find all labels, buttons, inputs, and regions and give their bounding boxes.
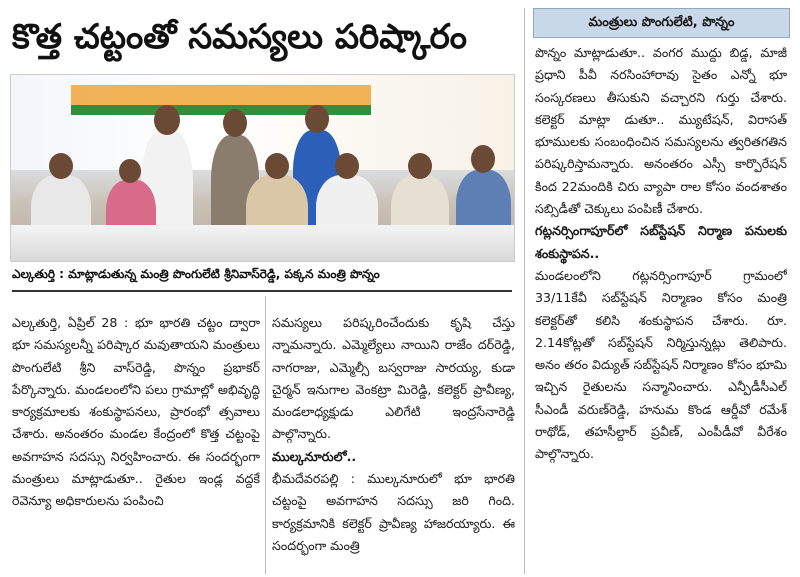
headline: కొత్త చట్టంతో సమస్యలు పరిష్కారం [12,17,468,57]
person-seated-5-head [408,153,432,179]
column-2-text-b: భీమదేవరపల్లి : ముల్కనూరులో భూ భారతి చట్టంపై అవగాహన సదస్సు జరి గింది. కార్యక్రమానికి కలెక్టర్ ప్రావీణ్య హాజరయ్యారు. ఈ సందర్భంగా మంత్రి [272,471,515,553]
person-standing-head [223,109,247,137]
column-divider [265,296,266,574]
subhead-mulkanur: ముల్కనూరులో.. [272,448,357,464]
news-photo [10,74,515,262]
person-blue-shirt-head [305,105,329,133]
article-column-2 [272,312,515,574]
column-1-text: ఎల్కతుర్తి, ఏప్రిల్ 28 : భూ భారతి చట్టం ద్వారా భూ సమస్యలన్నీ పరిష్కార మవుతాయని మంత్రులు పొంగులేటి శ్రీని వాస్‌రెడ్డి, పొన్నం ప్రభాకర్ పేర్కొన్నారు. మండలంలోని పలు గ్రామాల్లో అభివృద్ధి కార్యక్రమాలకు శంకుస్థాపనలు, ప్రారంభో త్సవాలు చేశారు. అనంతరం మండల కేంద్రంలో కొత్త చట్టంపై అవగాహన సదస్సు నిర్వహించారు. ఈ సందర్భంగా మంత్రులు మాట్లాడుతూ.. రైతుల ఇండ్ల వద్దకే రెవెన్యూ అధికారులను పంపించి [12,315,260,509]
sidebar-divider [524,8,525,574]
column-3-text-a: పొన్నం మాట్లాడుతూ.. వంగర ముద్దు బిడ్డ, మాజీ ప్రధాని పీవీ నరసింహారావు సైతం ఎన్నో భూ సంస్కరణలు తీసుకుని వచ్చారని గుర్తు చేశారు. కలెక్టర్ మాట్లా డుతూ.. మ్యుటేషన్, విరాసత్ భూములకు సంబంధించిన సమస్యలను త్వరితగతిన పరిష్కరిస్తామన్నారు. అనంతరం ఎస్సీ కార్పొరేషన్ కింద 22మందికి చిరు వ్యాపా రాల కోసం వందశాతం సబ్సిడీతో చెక్కులు పంపిణీ చేశారు. [535,45,787,217]
photo-banner [11,75,514,170]
column-2-text-a: సమస్యలు పరిష్కరించేందుకు కృషి చేస్తు న్నామన్నారు. ఎమ్మెల్యేలు నాయిని రాజేం దర్‌రెడ్డి, నాగరాజు, ఎమ్మెల్సీ బస్వరాజు సారయ్య, కుడా చైర్మన్ ఇనుగాల వెంకట్రా మిరెడ్డి, కలెక్టర్ ప్రావీణ్య, మండలాధ్యక్షుడు ఎలిగేటి ఇంద్రసేనారెడ్డి పాల్గొన్నారు. [272,315,515,442]
dais-table [11,225,514,261]
sidebar-title: మంత్రులు పొంగులేటి, పొన్నం [533,8,790,38]
photo-caption: ఎల్కతుర్తి : మాట్లాడుతున్న మంత్రి పొంగులేటి శ్రీనివాస్‌రెడ్డి, పక్కన మంత్రి పొన్నం [12,267,380,281]
person-seated-4-head [335,153,359,179]
article-column-3 [535,42,787,574]
person-seated-6-head [471,145,495,173]
person-speaker-head [154,105,180,135]
article-column-1 [12,312,260,574]
person-seated-1-head [49,153,73,179]
banner-band [71,85,371,105]
subhead-substation: గట్లనర్సింగాపూర్‌లో సబ్‌స్టేషన్ నిర్మాణ పనులకు శంకుస్థాపన.. [535,223,787,261]
person-seated-3-head [265,153,289,179]
column-3-text-b: మండలంలోని గట్లనర్సింగాపూర్ గ్రామంలో 33/11కేవీ సబ్‌స్టేషన్ నిర్మాణం కోసం మంత్రి కలెక్టర్‌తో కలిసి శంకుస్థాపన చేశారు. రూ. 2.14కోట్లతో సబ్‌స్టేషన్ నిర్మిస్తున్నట్లు తెలిపారు. అనం తరం విద్యుత్ సబ్‌స్టేషన్ నిర్మాణం కోసం భూమి ఇచ్చిన రైతులను సన్మానించారు. ఎన్పీడీసీఎల్ సీఎండీ వరుణ్‌రెడ్డి, హనుమ కొండ ఆర్డీవో రమేశ్ రాథోడ్, తహసీల్దార్ ప్రవీణ్, ఎంపీడీవో వీరేశం పాల్గొన్నారు. [535,267,787,462]
person-seated-2-head [119,159,141,183]
caption-rule [12,290,512,292]
